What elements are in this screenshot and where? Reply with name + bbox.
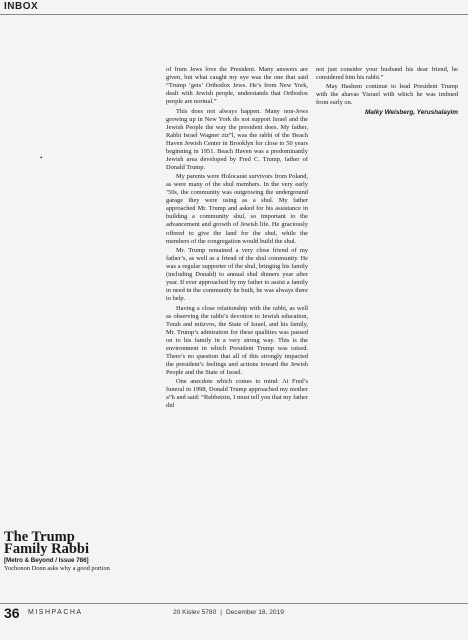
letter-signature: Malky Weisberg, Yerushalayim bbox=[365, 108, 458, 116]
issue-date-line bbox=[173, 609, 284, 616]
letter-column-left bbox=[166, 66, 308, 410]
paragraph: of frum Jews love the President. Many answers are given, but what caught my eye was the one that said “Trump ‘gets’ Orthodox Jews. He’s from New York, dealt with Jewish people, understands that Orthodox people are normal.” bbox=[166, 66, 308, 106]
article-dek: Yochonon Donn asks why a good portion bbox=[4, 565, 110, 572]
article-title-line: Family Rabbi bbox=[4, 541, 89, 557]
bullet-mark: • bbox=[40, 154, 43, 162]
article-issue-tag: [Metro & Beyond / Issue 786] bbox=[4, 557, 89, 564]
footer-divider bbox=[0, 603, 468, 604]
hebrew-date: 20 Kislev 5780 bbox=[173, 609, 217, 616]
paragraph: Mr. Trump remained a very close friend of my father’s, as well as a friend of the shul community. He was a regular supporter of the shul, bringing his family (including Donald) to annual shul dinners year after year. If ever approached by my father to assist a family in need in the community he built, he was always there to help. bbox=[166, 246, 308, 303]
section-label: INBOX bbox=[4, 1, 39, 12]
page-number: 36 bbox=[4, 605, 20, 621]
paragraph: not just consider your husband his dear friend, he considered him his rabbi.” bbox=[316, 66, 458, 82]
article-reference bbox=[4, 531, 162, 572]
paragraph: One anecdote which comes to mind: At Fred’s funeral in 1998, Donald Trump approached my mother a”h and said: “Rebbetzin, I must tell you that my father did bbox=[166, 378, 308, 410]
gregorian-date: December 18, 2019 bbox=[225, 609, 284, 616]
paragraph: May Hashem continue to lead President Trump with the ahavas Yisrael with which he was imbued from early on. bbox=[316, 83, 458, 107]
paragraph: Having a close relationship with the rabbi, as well as observing the rabbi’s devotion to Jewish education, Torah and mitzvos, the State of Israel, and his family, Mr. Trump’s admiration for these qualities was passed on to his family in a very strong way. This is the environment in which President Trump was raised. There’s no question that all of this strongly impacted the president’s feelings and actions toward the Jewish People and the State of Israel. bbox=[166, 304, 308, 376]
article-title-line: The Trump bbox=[4, 529, 75, 545]
date-separator: | bbox=[220, 609, 222, 616]
header-divider bbox=[0, 14, 468, 15]
letter-column-right bbox=[316, 66, 458, 117]
paragraph: This does not always happen. Many non-Jews growing up in New York do not support Israel and the Jewish People the way the president does. My father, Rabbi Israel Wagner ztz”l, was the rabbi of the Beach Haven Jewish Center in Brooklyn for close to 50 years beginning in 1951. Beach Haven was a predominantly Jewish area developed by Fred C. Trump, father of Donald Trump. bbox=[166, 107, 308, 171]
magazine-name: MISHPACHA bbox=[28, 609, 83, 616]
article-title bbox=[4, 531, 162, 555]
paragraph: My parents were Holocaust survivors from Poland, as were many of the shul members. In the very early ’50s, the community was outgrowing the underground garage they were using as a shul. My father approached Mr. Trump and asked for his assistance in building a community shul, so important to the advancement and growth of Jewish life. He graciously offered to give the land for the shul, while the members of the congregation would build the shul. bbox=[166, 173, 308, 245]
